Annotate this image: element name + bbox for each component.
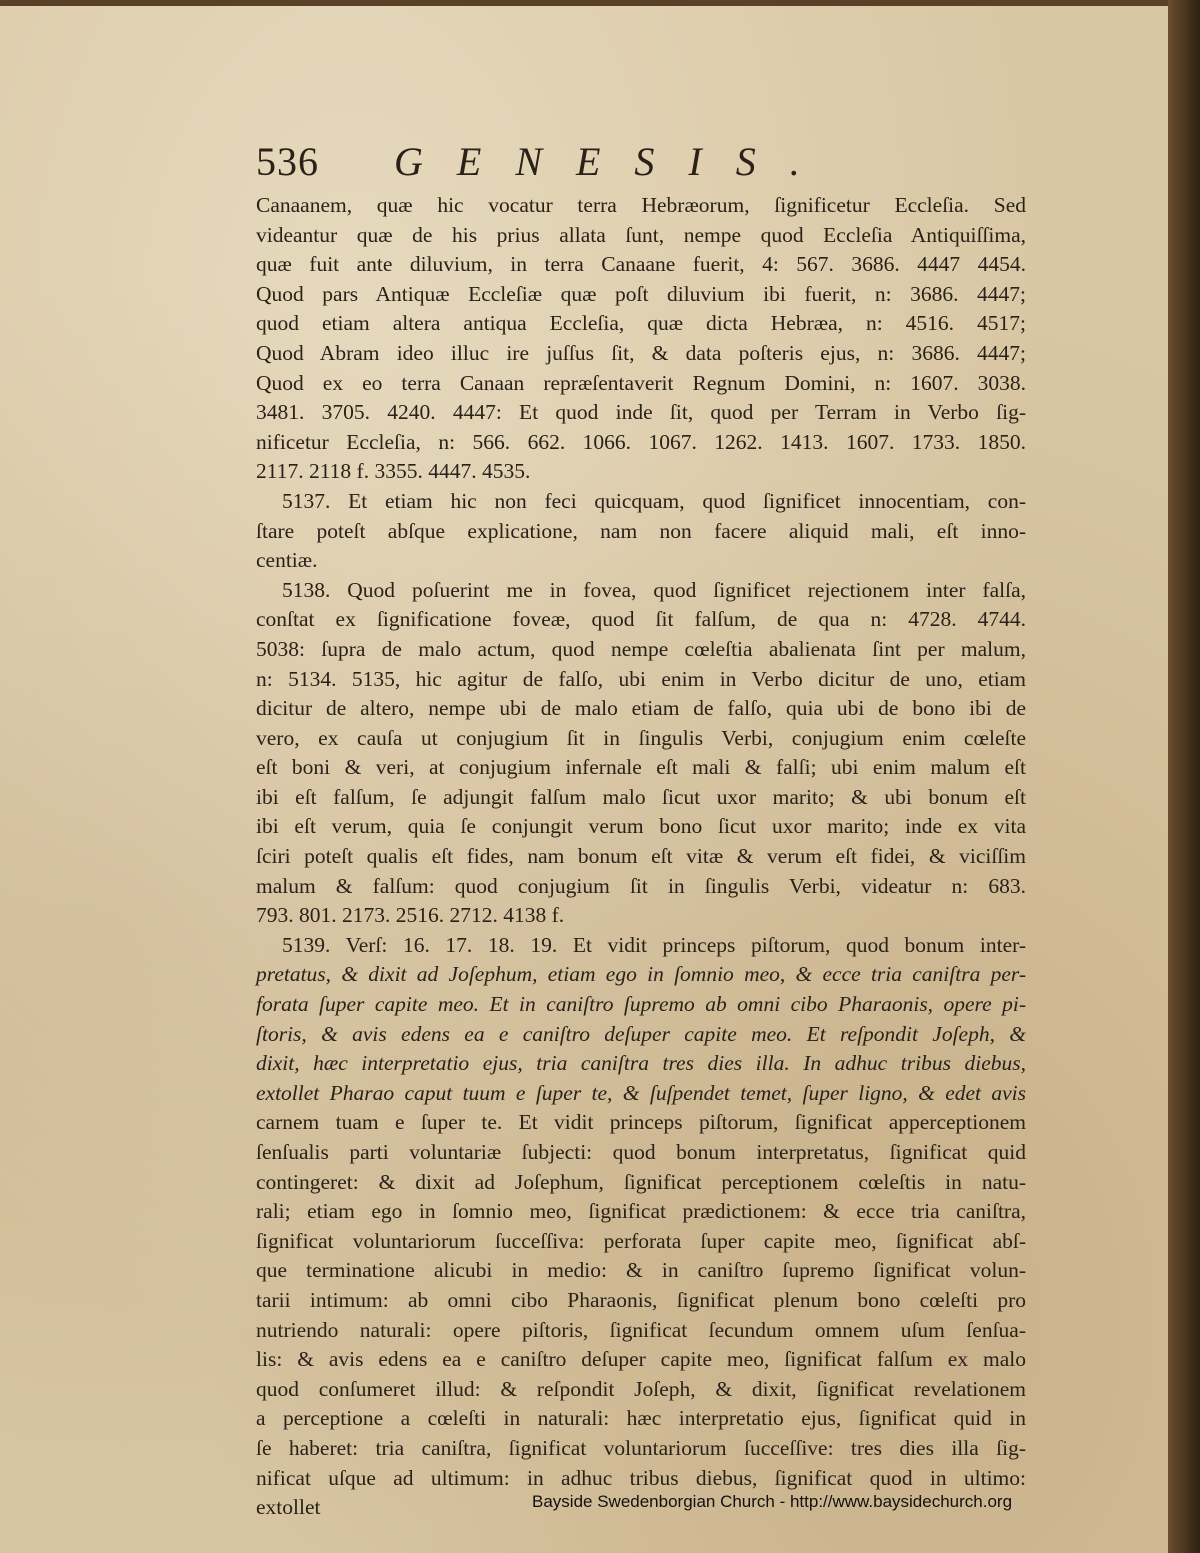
text-line: ſe haberet: tria caniſtra, ſignificat voluntariorum ſucceſſive: tres dies illa ſig- [256, 1435, 1026, 1460]
text-line: 5038: ſupra de malo actum, quod nempe cœleſtia abalienata ſint per malum, [256, 636, 1026, 661]
text-line: conſtat ex ſignificatione foveæ, quod ſit falſum, de qua n: 4728. 4744. [256, 607, 1026, 632]
text-line: a perceptione a cœleſti in naturali: hæc interpretatio ejus, ſignificat quid in [256, 1406, 1026, 1431]
text-line: Quod ex eo terra Canaan repræſentaverit Regnum Domini, n: 1607. 3038. [256, 370, 1026, 395]
page-number: 536 [256, 139, 319, 184]
text-line: quæ fuit ante diluvium, in terra Canaane fuerit, 4: 567. 3686. 4447 4454. [256, 252, 1026, 277]
text-line: rali; etiam ego in ſomnio meo, ſignificat prædictionem: & ecce tria caniſtra, [256, 1199, 1026, 1224]
text-line: nutriendo naturali: opere piſtoris, ſignificat ſecundum omnem uſum ſenſua- [256, 1317, 1026, 1342]
text-line: ſciri poteſt qualis eſt fides, nam bonum eſt vitæ & verum eſt fidei, & viciſſim [256, 844, 1026, 869]
text-line: dicitur de altero, nempe ubi de malo etiam de falſo, quia ubi de bono ibi de [256, 696, 1026, 721]
text-line: contingeret: & dixit ad Joſephum, ſignificat perceptionem cœleſtis in natu- [256, 1169, 1026, 1194]
text-line: vero, ex cauſa ut conjugium ſit in ſingulis Verbi, conjugium enim cœleſte [256, 725, 1026, 750]
text-line: eſt boni & veri, at conjugium infernale eſt mali & falſi; ubi enim malum eſt [256, 755, 1026, 780]
footer-credit: Bayside Swedenborgian Church - http://www.baysidechurch.org [532, 1492, 1013, 1511]
book-title: GENESIS. [394, 139, 834, 184]
running-head [256, 138, 1016, 190]
text-line: Quod Abram ideo illuc ire juſſus ſit, & data poſteris ejus, n: 3686. 4447; [256, 340, 1026, 365]
text-line: ſignificat voluntariorum ſucceſſiva: perforata ſuper capite meo, ſignificat abſ- [256, 1228, 1026, 1253]
text-line: quod etiam altera antiqua Eccleſia, quæ dicta Hebræa, n: 4516. 4517; [256, 311, 1026, 336]
text-line: que terminatione alicubi in medio: & in caniſtro ſupremo ſignificat volun- [256, 1258, 1026, 1283]
paragraph-5139-start: 5139. Verſ: 16. 17. 18. 19. Et vidit princeps piſtorum, quod bonum inter- [282, 932, 1026, 957]
book-edge [1168, 0, 1200, 1553]
text-line: 2117. 2118 f. 3355. 4447. 4535. [256, 459, 531, 484]
text-line: carnem tuam e ſuper te. Et vidit princeps piſtorum, ſignificat apperceptionem [256, 1110, 1026, 1135]
text-line: nificetur Eccleſia, n: 566. 662. 1066. 1067. 1262. 1413. 1607. 1733. 1850. [256, 429, 1026, 454]
text-line-italic: pretatus, & dixit ad Joſephum, etiam ego in ſomnio meo, & ecce tria caniſtra per- [256, 962, 1026, 987]
text-line-italic: extollet Pharao caput tuum e ſuper te, & ſuſpendet temet, ſuper ligno, & edet avis [256, 1080, 1026, 1105]
text-line-italic: dixit, hæc interpretatio ejus, tria caniſtra tres dies illa. In adhuc tribus diebus, [256, 1051, 1026, 1076]
text-line: Quod pars Antiquæ Eccleſiæ quæ poſt diluvium ibi fuerit, n: 3686. 4447; [256, 281, 1026, 306]
paragraph-5138-start: 5138. Quod poſuerint me in fovea, quod ſignificet rejectionem inter falſa, [282, 577, 1026, 602]
text-line-italic: forata ſuper capite meo. Et in caniſtro ſupremo ab omni cibo Pharaonis, opere pi- [256, 992, 1026, 1017]
text-line: nificat uſque ad ultimum: in adhuc tribus diebus, ſignificat quod in ultimo: [256, 1465, 1026, 1490]
body-text [256, 191, 1026, 1552]
text-line: ibi eſt falſum, ſe adjungit falſum malo ſicut uxor marito; & ubi bonum eſt [256, 784, 1026, 809]
text-line: ſenſualis parti voluntariæ ſubjecti: quod bonum interpretatus, ſignificat quid [256, 1140, 1026, 1164]
text-line: Canaanem, quæ hic vocatur terra Hebræorum, ſignificetur Eccleſia. Sed [256, 193, 1026, 217]
text-line: tarii intimum: ab omni cibo Pharaonis, ſignificat plenum bono cœleſti pro [256, 1287, 1026, 1312]
text-line: videantur quæ de his prius allata ſunt, nempe quod Eccleſia Antiquiſſima, [256, 222, 1026, 247]
paragraph-5137-start: 5137. Et etiam hic non feci quicquam, quod ſignificet innocentiam, con- [282, 488, 1026, 513]
text-line: extollet [256, 1495, 321, 1520]
text-line: ibi eſt verum, quia ſe conjungit verum bono ſicut uxor marito; inde ex vita [256, 814, 1026, 839]
text-line: 3481. 3705. 4240. 4447: Et quod inde ſit, quod per Terram in Verbo ſig- [256, 400, 1026, 425]
text-line: malum & falſum: quod conjugium ſit in ſingulis Verbi, videatur n: 683. [256, 873, 1026, 898]
text-line-italic: ſtoris, & avis edens ea e caniſtro deſuper capite meo. Et reſpondit Joſeph, & [256, 1021, 1026, 1046]
text-line: lis: & avis edens ea e caniſtro deſuper capite meo, ſignificat falſum ex malo [256, 1347, 1026, 1372]
text-line: quod conſumeret illud: & reſpondit Joſeph, & dixit, ſignificat revelationem [256, 1376, 1026, 1401]
text-line: 793. 801. 2173. 2516. 2712. 4138 f. [256, 903, 565, 928]
text-line: centiæ. [256, 548, 318, 573]
text-line: ſtare poteſt abſque explicatione, nam non facere aliquid mali, eſt inno- [256, 518, 1026, 543]
text-line: n: 5134. 5135, hic agitur de falſo, ubi enim in Verbo dicitur de uno, etiam [256, 666, 1026, 691]
catchword [256, 1523, 1026, 1553]
